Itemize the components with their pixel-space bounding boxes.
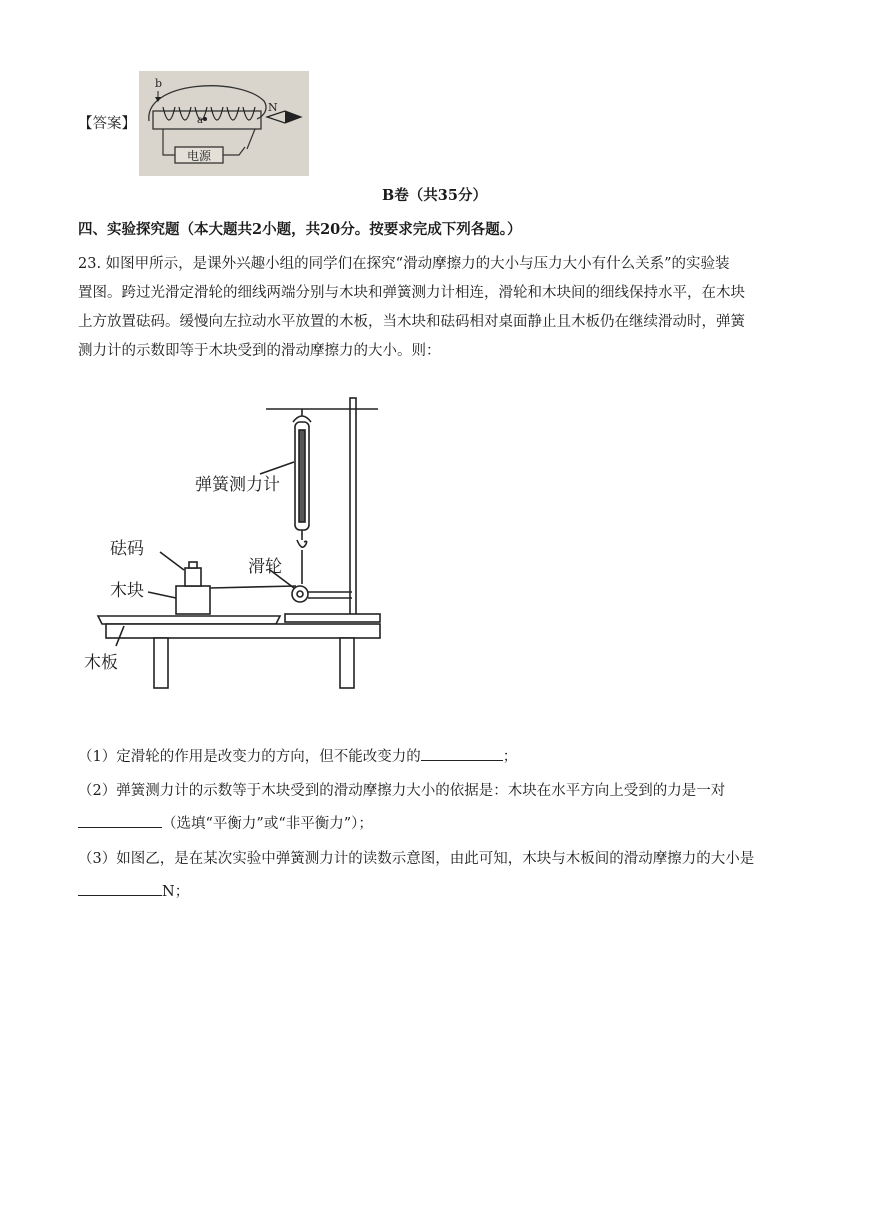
sub1-text: （1）定滑轮的作用是改变力的方向，但不能改变力的 bbox=[78, 749, 421, 765]
label-board: 木板 bbox=[84, 653, 118, 673]
sub2-hint: （选填“平衡力”或“非平衡力”）； bbox=[162, 816, 373, 832]
label-n: N bbox=[268, 101, 278, 114]
sub1-answer-blank[interactable] bbox=[421, 743, 503, 761]
answer-label: 【答案】 bbox=[78, 116, 136, 132]
label-pulley: 滑轮 bbox=[248, 557, 282, 577]
section-b-title: B卷（共35分） bbox=[382, 187, 487, 204]
solenoid-diagram bbox=[139, 71, 309, 176]
answer-solenoid-photo bbox=[139, 71, 309, 176]
sub2-answer-blank[interactable] bbox=[78, 810, 162, 828]
label-spring-scale: 弹簧测力计 bbox=[195, 475, 280, 495]
experiment-figure bbox=[80, 392, 382, 693]
q23-sub2-line1: （2）弹簧测力计的示数等于木块受到的滑动摩擦力大小的依据是：木块在水平方向上受到的力是一对 bbox=[78, 783, 726, 799]
q23-stem bbox=[78, 250, 798, 366]
label-block: 木块 bbox=[110, 581, 144, 601]
q23-sub3-line1: （3）如图乙，是在某次实验中弹簧测力计的读数示意图，由此可知，木块与木板间的滑动摩擦力的大小是 bbox=[78, 851, 755, 867]
part4-heading: 四、实验探究题（本大题共2小题，共20分。按要求完成下列各题。） bbox=[78, 221, 522, 238]
q23-line-2: 置图。跨过光滑定滑轮的细线两端分别与木块和弹簧测力计相连，滑轮和木块间的细线保持水平，在木块 bbox=[78, 285, 745, 301]
sub3-unit: N； bbox=[162, 884, 190, 900]
sub1-end: ； bbox=[502, 749, 518, 765]
label-a: a bbox=[197, 115, 203, 126]
sub3-answer-blank[interactable] bbox=[78, 878, 162, 896]
power-supply-label: 电源 bbox=[186, 149, 212, 163]
q23-sub3-line2 bbox=[78, 878, 189, 907]
q23-line-1: 23. 如图甲所示，是课外兴趣小组的同学们在探究“滑动摩擦力的大小与压力大小有什么关系”的实验装 bbox=[78, 256, 730, 272]
q23-line-4: 测力计的示数即等于木块受到的滑动摩擦力的大小。则： bbox=[78, 343, 441, 359]
friction-apparatus-diagram bbox=[80, 392, 382, 693]
label-weight: 砝码 bbox=[110, 539, 144, 559]
q23-sub2-line2 bbox=[78, 810, 373, 839]
q23-line-3: 上方放置砝码。缓慢向左拉动水平放置的木板，当木块和砝码相对桌面静止且木板仍在继续滑动时，弹簧 bbox=[78, 314, 745, 330]
label-b: b bbox=[155, 77, 163, 90]
q23-sub1 bbox=[78, 743, 517, 772]
